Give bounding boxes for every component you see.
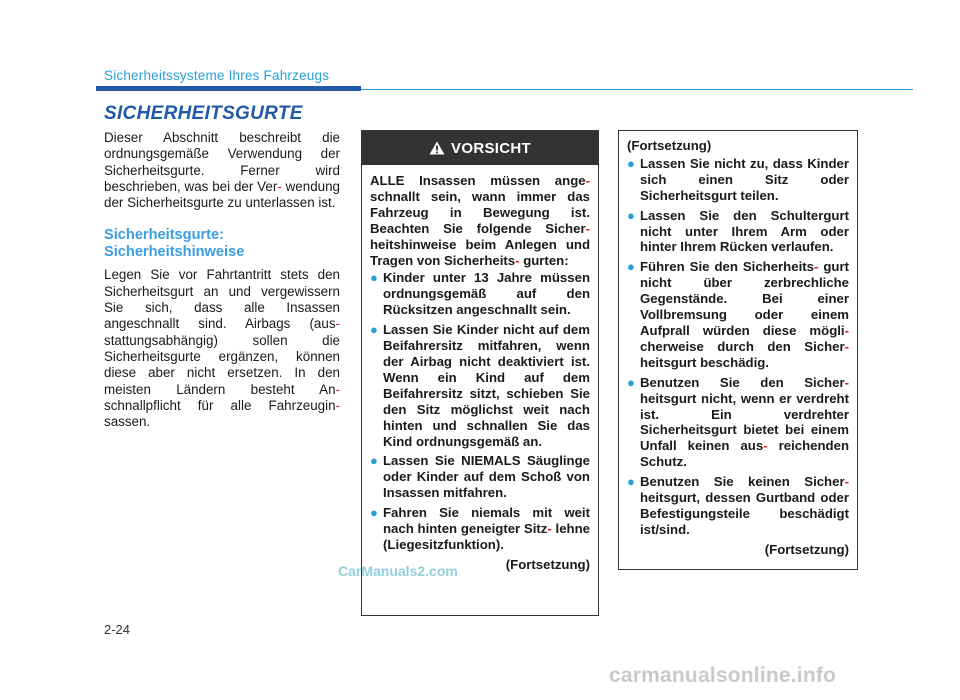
list-item: ● Lassen Sie den Schultergurt nicht unter Ihrem Arm oder hinter Ihrem Rücken verlaufen. (627, 207, 849, 255)
warning-triangle-icon (429, 141, 445, 155)
bullet-icon: ● (627, 207, 635, 223)
list-item: ● Benutzen Sie keinen Sicher- heitsgurt, dessen Gurtband oder Befestigungsteile beschädigt ist/sind. (627, 474, 849, 537)
continued-note: (Fortsetzung) (505, 556, 590, 572)
caution-label: VORSICHT (451, 139, 531, 157)
header-bar (96, 86, 361, 91)
watermark-large: carmanualsonline.info (609, 664, 837, 687)
caution-box (361, 130, 599, 616)
list-item: ● Lassen Sie nicht zu, dass Kinder sich einen Sitz oder Sicherheitsgurt teilen. (627, 155, 849, 203)
list-item: ● Lassen Sie Kinder nicht auf dem Beifahrersitz mitfahren, wenn der Airbag nicht deaktiviert ist. Wenn ein Kind auf dem Beifahrersitz sitzt, schieben Sie den Sitz möglichst weit nach hinten und schnallen Sie das Kind ordnungsgemäß an. (370, 322, 590, 449)
continued-list (627, 156, 849, 538)
bullet-icon: ● (370, 505, 378, 521)
bullet-icon: ● (627, 374, 635, 390)
caution-header (362, 131, 598, 165)
intro-column (104, 130, 340, 430)
list-item: ● Fahren Sie niemals mit weit nach hinten geneigter Sitz- lehne (Liegesitzfunktion). (370, 505, 590, 552)
caution-list (370, 270, 590, 552)
page-number: 2-24 (104, 622, 131, 637)
list-item: ● Benutzen Sie den Sicher- heitsgurt nicht, wenn er verdreht ist. Ein verdrehter Sicherheitsgurt bietet bei einem Unfall keinen aus- reichenden Schutz. (627, 374, 849, 470)
safety-paragraph: Legen Sie vor Fahrtantritt stets den Sicherheitsgurt an und vergewissern Sie sich, dass alle Insassen angeschnallt sind. Airbags (aus- stattungsabhängig) sollen die Sicherheitsgurte ergänzen, können diese aber nicht ersetzen. In den meisten Ländern besteht An- schnallpflicht für alle Fahrzeugin- sassen. (104, 267, 340, 430)
bullet-icon: ● (370, 453, 378, 469)
caution-body (370, 173, 590, 573)
section-title: SICHERHEITSGURTE (104, 103, 303, 124)
list-item: ● Führen Sie den Sicherheits- gurt nicht über zerbrechliche Gegenstände. Bei einer Vollbremsung oder einem Aufprall würden diese mögli- cherweise durch den Sicher- heitsgurt beschädig. (627, 259, 849, 370)
continued-bottom: (Fortsetzung) (764, 541, 849, 557)
bullet-icon: ● (627, 155, 635, 171)
bullet-icon: ● (627, 474, 635, 490)
bullet-icon: ● (370, 270, 378, 286)
header-rule (361, 89, 913, 91)
subheading: Sicherheitsgurte: Sicherheitshinweise (104, 227, 245, 261)
continued-top: (Fortsetzung) (627, 138, 712, 153)
bullet-icon: ● (370, 322, 378, 338)
watermark-small: CarManuals2.com (338, 563, 458, 579)
intro-paragraph: Dieser Abschnitt beschreibt die ordnungsgemäße Verwendung der Sicherheitsgurte. Ferner wird beschrieben, was bei der Ver- wendung der Sicherheitsgurte zu unterlassen ist. (104, 130, 340, 211)
caution-intro: ALLE Insassen müssen ange- schnallt sein, wann immer das Fahrzeug in Bewegung ist. Beachten Sie folgende Sicher- heitshinweise beim Anlegen und Tragen von Sicherheits- gurten: (370, 173, 590, 268)
continued-body (627, 138, 849, 558)
chapter-title: Sicherheitssysteme Ihres Fahrzeugs (104, 68, 330, 83)
bullet-icon: ● (627, 259, 635, 275)
continued-box (618, 130, 858, 570)
list-item: ● Kinder unter 13 Jahre müssen ordnungsgemäß auf den Rücksitzen angeschnallt sein. (370, 270, 590, 318)
list-item: ● Lassen Sie NIEMALS Säuglinge oder Kinder auf dem Schoß von Insassen mitfahren. (370, 453, 590, 501)
